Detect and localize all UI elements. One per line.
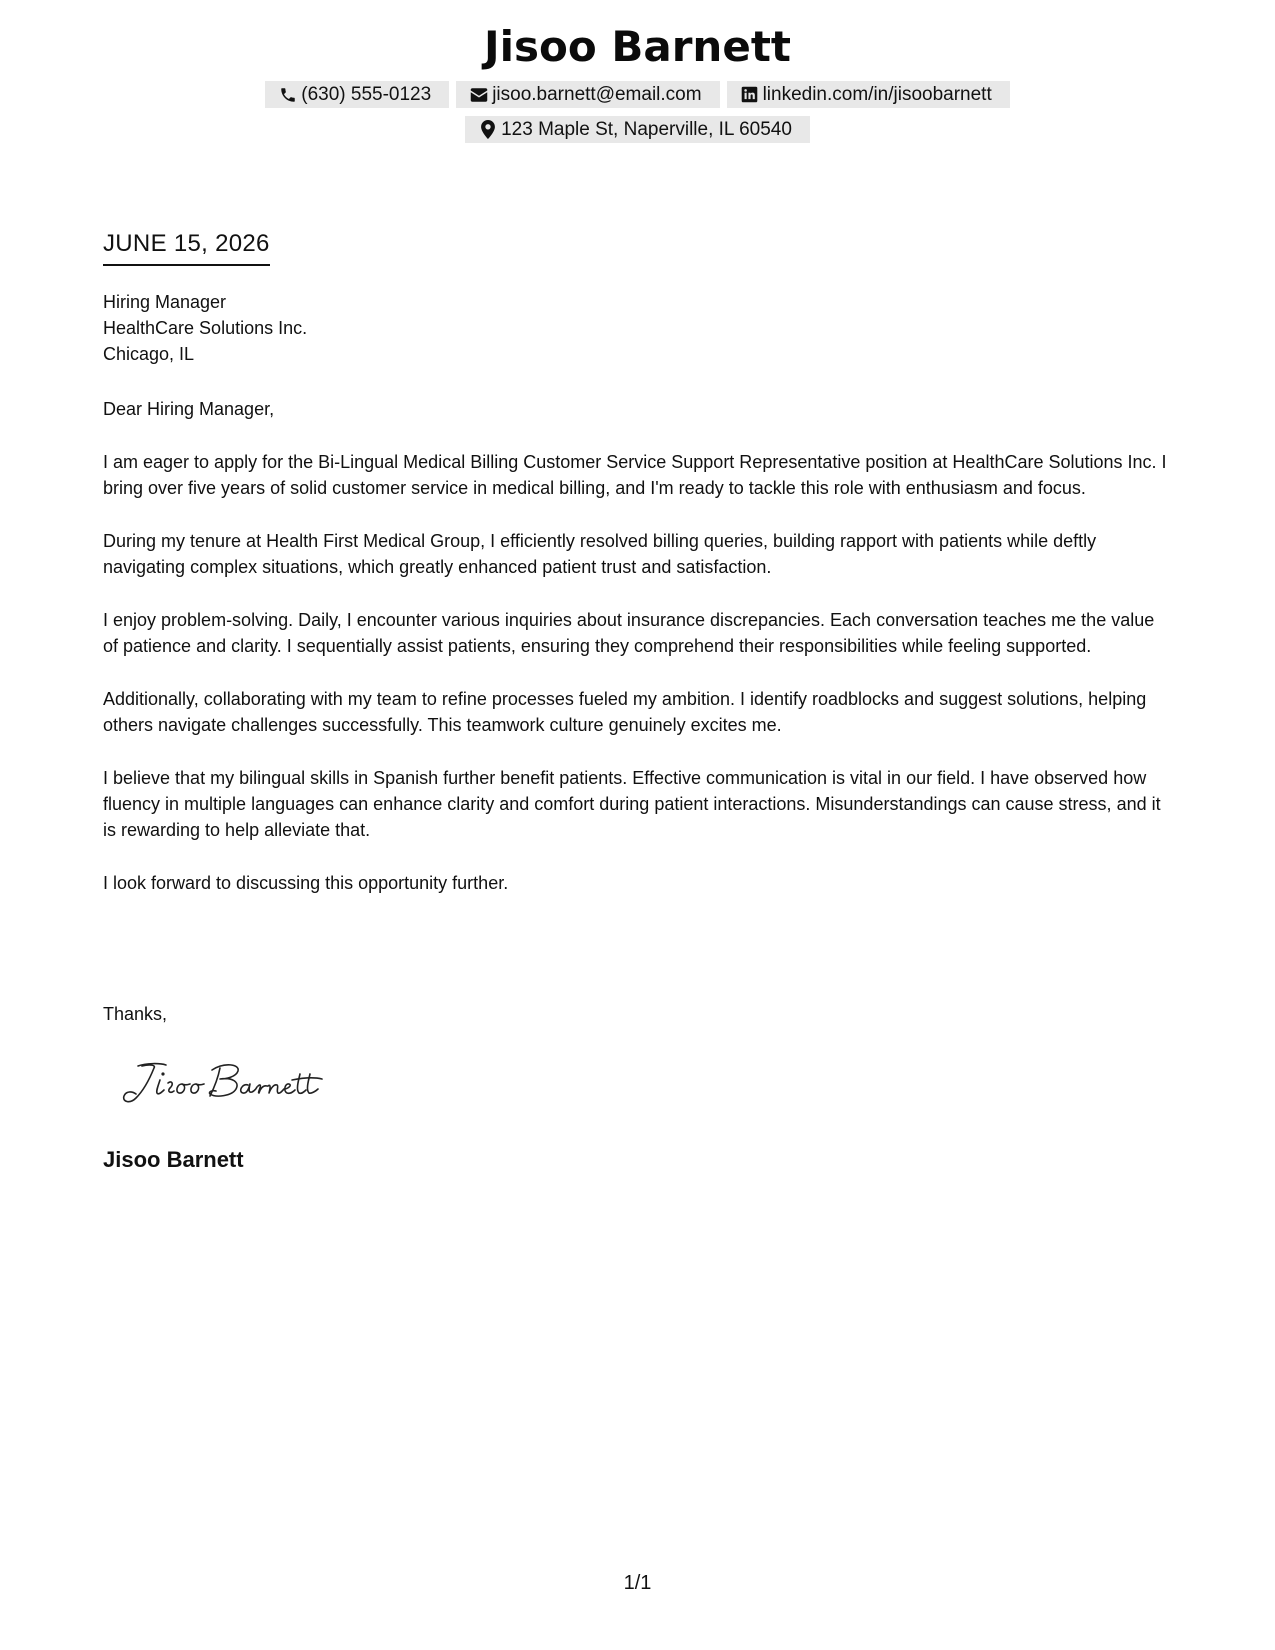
signoff: Thanks, <box>103 1004 168 1024</box>
email-text: jisoo.barnett@email.com <box>492 83 702 105</box>
linkedin-chip <box>727 81 1010 108</box>
handwritten-signature <box>120 1058 340 1113</box>
recipient-location: Chicago, IL <box>103 344 195 364</box>
letter-body <box>103 396 1173 923</box>
contact-row-primary <box>0 81 1275 108</box>
body-paragraph: I look forward to discussing this opportunity further. <box>103 873 509 893</box>
letter-date: JUNE 15, 2026 <box>103 230 270 266</box>
body-paragraph: Additionally, collaborating with my team to refine processes fueled my ambition. I identify roadblocks and suggest solutions, helping others navigate challenges successfully. This teamwork culture genuinely excites me. <box>103 689 1147 735</box>
signer-name: Jisoo Barnett <box>103 1147 244 1172</box>
map-pin-icon <box>478 120 498 140</box>
recipient-company: HealthCare Solutions Inc. <box>103 318 308 338</box>
body-paragraph: I believe that my bilingual skills in Spanish further benefit patients. Effective communication is vital in our field. I have observed how fluency in multiple languages can enhance clarity and comfort during patient interactions. Misunderstandings can cause stress, and it is rewarding to help alleviate that. <box>103 768 1161 840</box>
email-chip <box>456 81 719 108</box>
recipient-block <box>103 289 307 367</box>
phone-chip <box>265 81 449 108</box>
salutation: Dear Hiring Manager, <box>103 399 275 419</box>
address-text: 123 Maple St, Naperville, IL 60540 <box>501 118 792 140</box>
applicant-name: Jisoo Barnett <box>484 22 791 71</box>
body-paragraph: I am eager to apply for the Bi-Lingual Medical Billing Customer Service Support Representative position at HealthCare Solutions Inc. I bring over five years of solid customer service in medical billing, and I'm ready to tackle this role with enthusiasm and focus. <box>103 452 1167 498</box>
page-number: 1/1 <box>623 1572 652 1594</box>
address-chip <box>465 116 810 143</box>
contact-row-secondary <box>0 116 1275 143</box>
envelope-icon <box>469 85 489 105</box>
recipient-title: Hiring Manager <box>103 292 227 312</box>
linkedin-icon <box>740 85 760 105</box>
linkedin-text: linkedin.com/in/jisoobarnett <box>762 83 992 105</box>
phone-icon <box>278 85 298 105</box>
phone-text: (630) 555-0123 <box>301 83 432 105</box>
body-paragraph: During my tenure at Health First Medical Group, I efficiently resolved billing queries, building rapport with patients while deftly navigating complex situations, which greatly enhanced patient trust and satisfaction. <box>103 531 1097 577</box>
body-paragraph: I enjoy problem-solving. Daily, I encounter various inquiries about insurance discrepancies. Each conversation teaches me the value of patience and clarity. I sequentially assist patients, ensuring they comprehend their responsibilities while feeling supported. <box>103 610 1155 656</box>
